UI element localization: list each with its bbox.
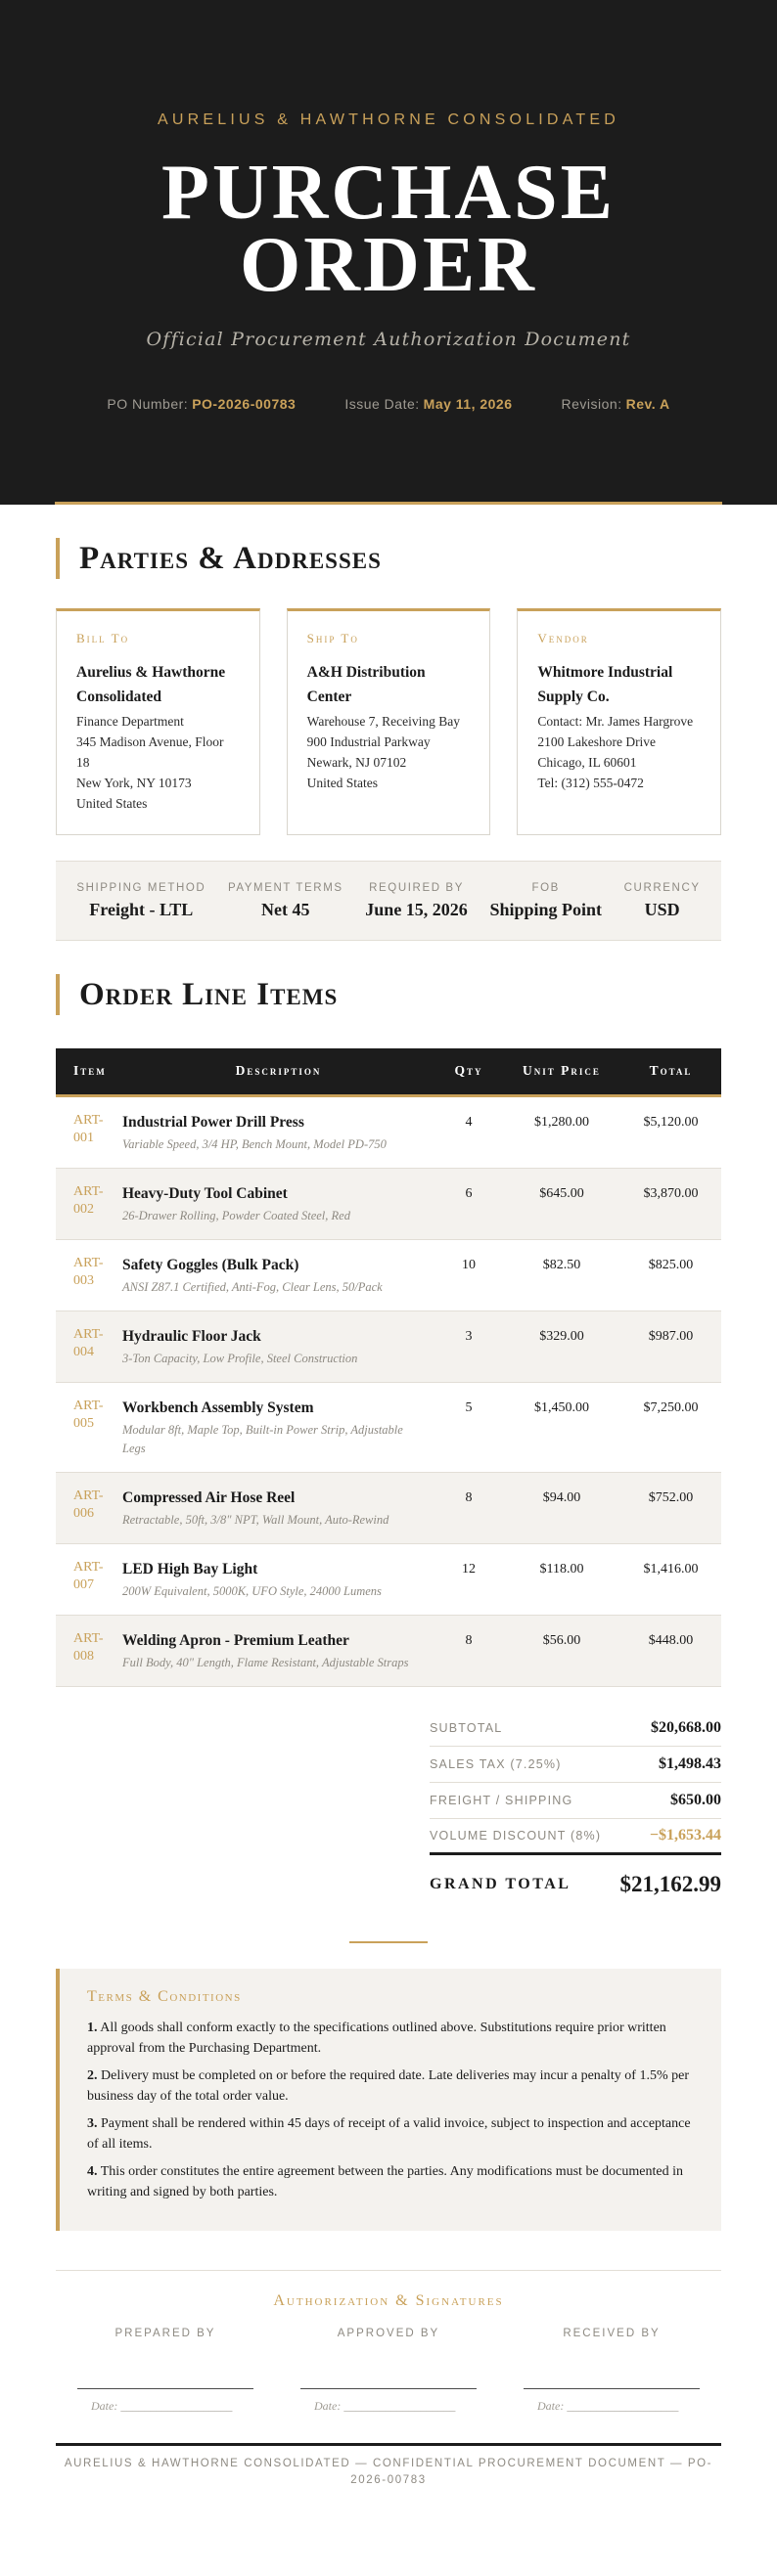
po-number-label: PO Number:	[107, 396, 189, 412]
column-total: Total	[620, 1048, 721, 1095]
item-description	[122, 1168, 434, 1239]
signatures-section	[56, 2270, 721, 2414]
item-description	[122, 1615, 434, 1686]
item-sku: ART-003	[73, 1255, 104, 1288]
document-body	[0, 538, 777, 2489]
item-name: Industrial Power Drill Press	[122, 1113, 304, 1131]
terms-title: Terms & Conditions	[87, 1987, 242, 2005]
approved-by-label: APPROVED BY	[337, 2327, 440, 2339]
freight-row	[430, 1783, 721, 1819]
parties-heading: Parties & Addresses	[79, 540, 382, 576]
item-total: $987.00	[648, 1328, 694, 1344]
required-by-label: REQUIRED BY	[369, 881, 464, 894]
payment-terms-value: Net 45	[261, 899, 310, 919]
table-row	[56, 1168, 721, 1239]
shipping-method	[76, 882, 206, 920]
revision	[562, 396, 670, 412]
received-by-label: RECEIVED BY	[563, 2327, 661, 2339]
vendor-card	[517, 608, 721, 835]
document-title	[0, 150, 777, 308]
item-unit-price: $56.00	[542, 1632, 581, 1648]
approved-by-block	[300, 2328, 477, 2414]
item-sku: ART-006	[73, 1488, 104, 1521]
term-text: All goods shall conform exactly to the specifications outlined above. Substitutions require prior written approval from the Purchasing Department.	[87, 2020, 666, 2056]
parties-section-heading	[56, 538, 721, 579]
item-unit-price: $645.00	[539, 1185, 584, 1201]
required-by-value: June 15, 2026	[365, 899, 468, 919]
item-qty: 8	[465, 1489, 473, 1505]
issue-date-value: May 11, 2026	[423, 396, 513, 412]
po-number	[107, 396, 296, 412]
currency-value: USD	[644, 899, 680, 919]
item-unit-price: $118.00	[539, 1561, 584, 1577]
issue-date	[344, 396, 512, 412]
item-total: $7,250.00	[643, 1399, 699, 1415]
payment-terms	[228, 882, 343, 920]
shipping-method-value: Freight - LTL	[89, 899, 194, 919]
term-text: Delivery must be completed on or before the required date. Late deliveries may incur a penalty of 1.5% per business day of the total order value.	[87, 2067, 689, 2104]
ship-to-line: 900 Industrial Parkway	[306, 734, 431, 749]
term-text: This order constitutes the entire agreement between the parties. Any modifications must be documented in writing and signed by both parties.	[87, 2163, 683, 2199]
item-unit-price: $94.00	[542, 1489, 581, 1505]
discount-value: −$1,653.44	[649, 1826, 721, 1843]
vendor-tag: Vendor	[537, 631, 589, 645]
item-sku: ART-001	[73, 1112, 104, 1145]
table-row	[56, 1310, 721, 1382]
item-qty: 6	[465, 1185, 473, 1201]
po-number-value: PO-2026-00783	[192, 396, 297, 412]
item-details: 26-Drawer Rolling, Powder Coated Steel, Red	[122, 1208, 350, 1222]
approved-by-signature-line[interactable]	[300, 2388, 477, 2389]
prepared-by-date: Date: ___________________	[91, 2398, 233, 2413]
revision-label: Revision:	[561, 396, 622, 412]
received-by-block	[524, 2328, 700, 2414]
item-unit-price: $82.50	[542, 1257, 581, 1272]
item-details: 200W Equivalent, 5000K, UFO Style, 24000 Lumens	[122, 1583, 382, 1598]
section-divider	[349, 1941, 428, 1943]
item-total: $752.00	[648, 1489, 694, 1505]
item-qty: 3	[465, 1328, 473, 1344]
item-qty: 8	[465, 1632, 473, 1648]
item-name: Compressed Air Hose Reel	[122, 1488, 296, 1506]
column-qty: Qty	[434, 1048, 503, 1095]
item-description	[122, 1472, 434, 1543]
subtotal-value: $20,668.00	[651, 1718, 721, 1736]
item-details: ANSI Z87.1 Certified, Anti-Fog, Clear Lens, 50/Pack	[122, 1279, 383, 1294]
item-qty: 5	[465, 1399, 473, 1415]
ship-to-name: A&H Distribution Center	[306, 664, 426, 705]
vendor-name: Whitmore Industrial Supply Co.	[537, 664, 673, 705]
revision-value: Rev. A	[625, 396, 670, 412]
vendor-line: Tel: (312) 555-0472	[537, 776, 644, 790]
ship-to-line: Warehouse 7, Receiving Bay	[306, 714, 461, 729]
item-name: Heavy-Duty Tool Cabinet	[122, 1184, 288, 1202]
item-details: Retractable, 50ft, 3/8" NPT, Wall Mount, Auto-Rewind	[122, 1512, 389, 1527]
bill-to-line: Finance Department	[76, 714, 184, 729]
item-details: 3-Ton Capacity, Low Profile, Steel Construction	[122, 1351, 358, 1365]
item-description	[122, 1543, 434, 1615]
prepared-by-label: PREPARED BY	[114, 2327, 216, 2339]
term-number: 2.	[87, 2067, 98, 2083]
sales-tax-label: SALES TAX (7.25%)	[430, 1756, 562, 1771]
required-by	[365, 882, 468, 920]
item-qty: 12	[462, 1561, 476, 1577]
fob-label: FOB	[531, 881, 560, 894]
term-text: Payment shall be rendered within 45 days of receipt of a valid invoice, subject to inspection and acceptance of all items.	[87, 2115, 691, 2152]
grand-total-label: GRAND TOTAL	[430, 1875, 571, 1892]
table-header-row	[56, 1048, 721, 1095]
ship-to-tag: Ship To	[306, 631, 359, 645]
title-line-2: ORDER	[240, 222, 537, 308]
bill-to-tag: Bill To	[76, 631, 130, 645]
bill-to-name: Aurelius & Hawthorne Consolidated	[76, 664, 226, 705]
bill-to-line: 345 Madison Avenue, Floor 18	[76, 734, 224, 770]
header-divider	[55, 502, 722, 505]
term-number: 1.	[87, 2020, 98, 2035]
issue-date-label: Issue Date:	[344, 396, 420, 412]
subtotal-label: SUBTOTAL	[430, 1720, 503, 1735]
currency-label: CURRENCY	[623, 881, 701, 894]
item-qty: 10	[462, 1257, 476, 1272]
freight-value: $650.00	[670, 1791, 721, 1808]
document-subtitle: Official Procurement Authorization Document	[146, 329, 631, 350]
item-sku: ART-008	[73, 1630, 104, 1664]
column-description: Description	[122, 1048, 434, 1095]
ship-to-card	[287, 608, 491, 835]
term-item	[87, 2113, 694, 2154]
title-line-1: PURCHASE	[160, 150, 617, 236]
shipping-terms-strip	[56, 861, 721, 941]
item-details: Full Body, 40" Length, Flame Resistant, Adjustable Straps	[122, 1655, 409, 1669]
order-section-heading	[56, 974, 721, 1015]
received-by-signature-line[interactable]	[524, 2388, 700, 2389]
fob-value: Shipping Point	[489, 899, 603, 919]
sales-tax-value: $1,498.43	[659, 1754, 721, 1772]
item-qty: 4	[465, 1114, 473, 1130]
bill-to-line: United States	[76, 796, 148, 811]
vendor-line: 2100 Lakeshore Drive	[537, 734, 657, 749]
item-details: Modular 8ft, Maple Top, Built-in Power Strip, Adjustable Legs	[122, 1422, 403, 1455]
payment-terms-label: PAYMENT TERMS	[227, 881, 343, 894]
prepared-by-block	[77, 2328, 253, 2414]
item-total: $448.00	[648, 1632, 694, 1648]
received-by-date: Date: ___________________	[537, 2398, 679, 2413]
term-item	[87, 2161, 694, 2202]
fob	[489, 882, 602, 920]
table-row	[56, 1615, 721, 1686]
item-description	[122, 1382, 434, 1472]
terms-panel	[56, 1969, 721, 2231]
parties-cards	[56, 608, 721, 835]
item-sku: ART-002	[73, 1183, 104, 1217]
freight-label: FREIGHT / SHIPPING	[430, 1793, 573, 1807]
signatures-title: Authorization & Signatures	[273, 2291, 504, 2309]
order-heading: Order Line Items	[79, 976, 339, 1012]
table-body	[56, 1095, 721, 1686]
item-description	[122, 1310, 434, 1382]
term-number: 3.	[87, 2115, 98, 2131]
bill-to-card	[56, 608, 260, 835]
table-row	[56, 1472, 721, 1543]
item-total: $3,870.00	[643, 1185, 699, 1201]
item-name: Safety Goggles (Bulk Pack)	[122, 1256, 299, 1273]
table-row	[56, 1543, 721, 1615]
item-name: Hydraulic Floor Jack	[122, 1327, 261, 1345]
table-row	[56, 1382, 721, 1472]
discount-label: VOLUME DISCOUNT (8%)	[430, 1828, 602, 1843]
item-unit-price: $329.00	[539, 1328, 584, 1344]
totals-summary	[430, 1710, 721, 1914]
item-description	[122, 1095, 434, 1168]
term-item	[87, 2065, 694, 2107]
line-items-table	[56, 1048, 721, 1687]
item-description	[122, 1239, 434, 1310]
item-sku: ART-005	[73, 1398, 104, 1431]
item-name: Workbench Assembly System	[122, 1399, 314, 1416]
column-item: Item	[56, 1048, 122, 1095]
column-unit-price: Unit Price	[503, 1048, 620, 1095]
bill-to-line: New York, NY 10173	[76, 776, 192, 790]
sales-tax-row	[430, 1747, 721, 1783]
vendor-line: Contact: Mr. James Hargrove	[537, 714, 694, 729]
discount-row	[430, 1819, 721, 1855]
ship-to-line: United States	[306, 776, 379, 790]
document-footer: AURELIUS & HAWTHORNE CONSOLIDATED — CONFIDENTIAL PROCUREMENT DOCUMENT — PO-2026-00783	[56, 2443, 721, 2489]
currency	[624, 882, 701, 920]
grand-total-value: $21,162.99	[619, 1871, 721, 1896]
shipping-method-label: SHIPPING METHOD	[76, 881, 206, 894]
item-sku: ART-007	[73, 1559, 104, 1592]
subtotal-row	[430, 1710, 721, 1747]
ship-to-line: Newark, NJ 07102	[306, 755, 407, 770]
approved-by-date: Date: ___________________	[314, 2398, 456, 2413]
prepared-by-signature-line[interactable]	[77, 2388, 253, 2389]
table-header	[56, 1048, 721, 1095]
document-meta	[0, 396, 777, 412]
grand-total-row	[430, 1855, 721, 1914]
item-details: Variable Speed, 3/4 HP, Bench Mount, Model PD-750	[122, 1136, 387, 1151]
signature-columns	[56, 2328, 721, 2414]
item-sku: ART-004	[73, 1326, 104, 1359]
item-name: Welding Apron - Premium Leather	[122, 1631, 349, 1649]
item-unit-price: $1,280.00	[534, 1114, 589, 1130]
table-row	[56, 1095, 721, 1168]
vendor-line: Chicago, IL 60601	[537, 755, 637, 770]
item-total: $5,120.00	[643, 1114, 699, 1130]
item-total: $825.00	[648, 1257, 694, 1272]
term-item	[87, 2018, 694, 2059]
company-name: AURELIUS & HAWTHORNE CONSOLIDATED	[158, 111, 619, 128]
table-row	[56, 1239, 721, 1310]
item-total: $1,416.00	[643, 1561, 699, 1577]
document-header	[0, 0, 777, 505]
term-number: 4.	[87, 2163, 98, 2179]
item-name: LED High Bay Light	[122, 1560, 258, 1577]
item-unit-price: $1,450.00	[534, 1399, 589, 1415]
